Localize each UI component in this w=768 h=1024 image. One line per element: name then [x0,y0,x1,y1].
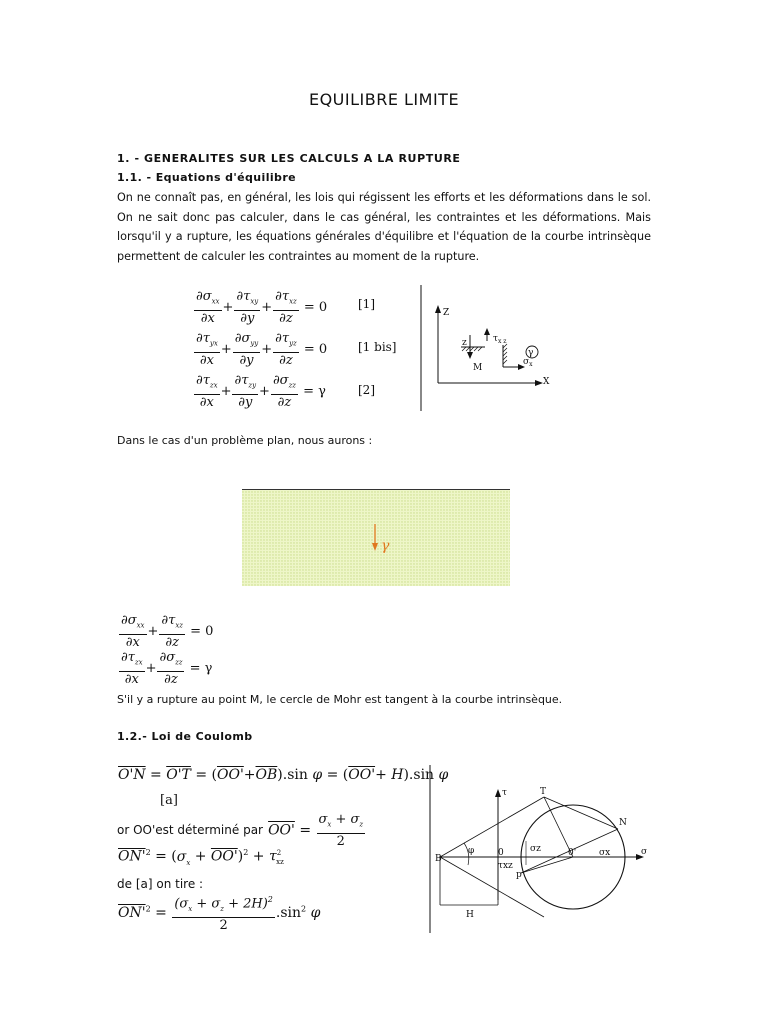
derive-text: de [a] on tire : [117,877,204,891]
mohr-circle-figure [426,765,658,935]
equation-tag-1bis: [1 bis] [358,340,397,354]
phi-label: φ [468,846,475,856]
section-heading-1-1: 1.1. - Equations d'équilibre [117,171,297,184]
equation-tag-2: [2] [358,383,375,397]
point-p-label: p [516,870,522,880]
page-title: EQUILIBRE LIMITE [308,90,460,109]
element-axes-figure [415,285,565,415]
center-o-prime-label: 0' [568,848,577,858]
point-n-label: N [619,818,627,828]
small-z-label: z [462,338,467,348]
on-prime-result-equation: $ON'^2$ = $\frac{(\sigma_x + \sigma_z + 2H)^2}{2}$ $.\sin^2$ φ [118,892,320,933]
section-heading-1-2: 1.2.- Loi de Coulomb [117,730,253,743]
plane-problem-text: Dans le cas d'un problème plan, nous aurons : [117,434,373,447]
coulomb-equation-a: $O'N = O'T = (OO'+\overline{OB}).\sin$ φ = (OO'+ H).sin φ [118,767,449,783]
h-label: H [466,910,474,920]
axis-x-label: X [543,377,550,387]
sigma-z-point-label: σz [530,844,541,854]
tau-axis-label: τ [502,788,507,798]
origin-o-label: 0 [498,848,504,858]
gamma-circle-label: γ [528,348,534,358]
soil-mass-figure [242,488,510,586]
oo-prime-definition: or OO'est déterminé par OO' = $\frac{\sigma_x + \sigma_z}{2}$ [117,812,364,849]
sigma-x-point-label: σx [599,848,611,858]
equation-tag-1: [1] [358,297,375,311]
m-label: M [473,363,483,373]
or-text: or OO'est déterminé par [117,823,263,838]
sigma-x-label: $\sigma_x$ [523,357,533,368]
equation-2: $\frac{\partial\tau_{zx}}{\partial x}$ + $\frac{\partial\tau_{zy}}{\partial y}$ + $\frac{\partial\sigma_{zz}}{\partial z}$ = γ [196,373,326,410]
rupture-text: S'il y a rupture au point M, le cercle de Mohr est tangent à la courbe intrinsèque. [117,693,563,706]
tau-xz-label: $\tau_{x z}$ [493,334,507,345]
equation-tag-a: [a] [160,793,178,808]
intro-paragraph-text: On ne connaît pas, en général, les lois qui régissent les efforts et les déformations dans le sol. On ne sait donc pas calculer, dans le cas général, les contraintes et les déformations. Mais lorsqu'il y a rupture, les équations générales d'équilibre et l'équation de la courbe intrinsèque permettent de calculer les contraintes au moment de la rupture. [117,191,651,263]
section-heading-1: 1. - GENERALITES SUR LES CALCULS A LA RUPTURE [117,152,461,165]
on-prime-squared-equation: $ON'^2 = (\sigma_x + OO')^2 + \tau^2_{xz}$ [118,848,284,867]
equation-1bis: $\frac{\partial\tau_{yx}}{\partial x}$ + $\frac{\partial\sigma_{yy}}{\partial y}$ + $\frac{\partial\tau_{yz}}{\partial z}$ = 0 [196,331,328,368]
point-b-label: B [435,854,442,864]
soil-gamma-label: γ [381,538,390,554]
equation-1: $\frac{\partial\sigma_{xx}}{\partial x}$ + $\frac{\partial\tau_{xy}}{\partial y}$ + $\frac{\partial\tau_{xz}}{\partial z}$ = 0 [196,289,328,326]
sigma-axis-label: σ [641,847,648,857]
intro-paragraph [117,188,651,266]
plane-equation-1: $\frac{\partial\sigma_{xx}}{\partial x}$ + $\frac{\partial\tau_{xz}}{\partial z}$ = 0 [121,613,214,650]
axis-z-label: Z [443,308,450,318]
tau-xz-point-label: τxz [498,861,513,871]
point-t-label: T [540,787,547,797]
plane-equation-2: $\frac{\partial\tau_{zx}}{\partial x}$ + $\frac{\partial\sigma_{zz}}{\partial z}$ = γ [121,650,213,687]
